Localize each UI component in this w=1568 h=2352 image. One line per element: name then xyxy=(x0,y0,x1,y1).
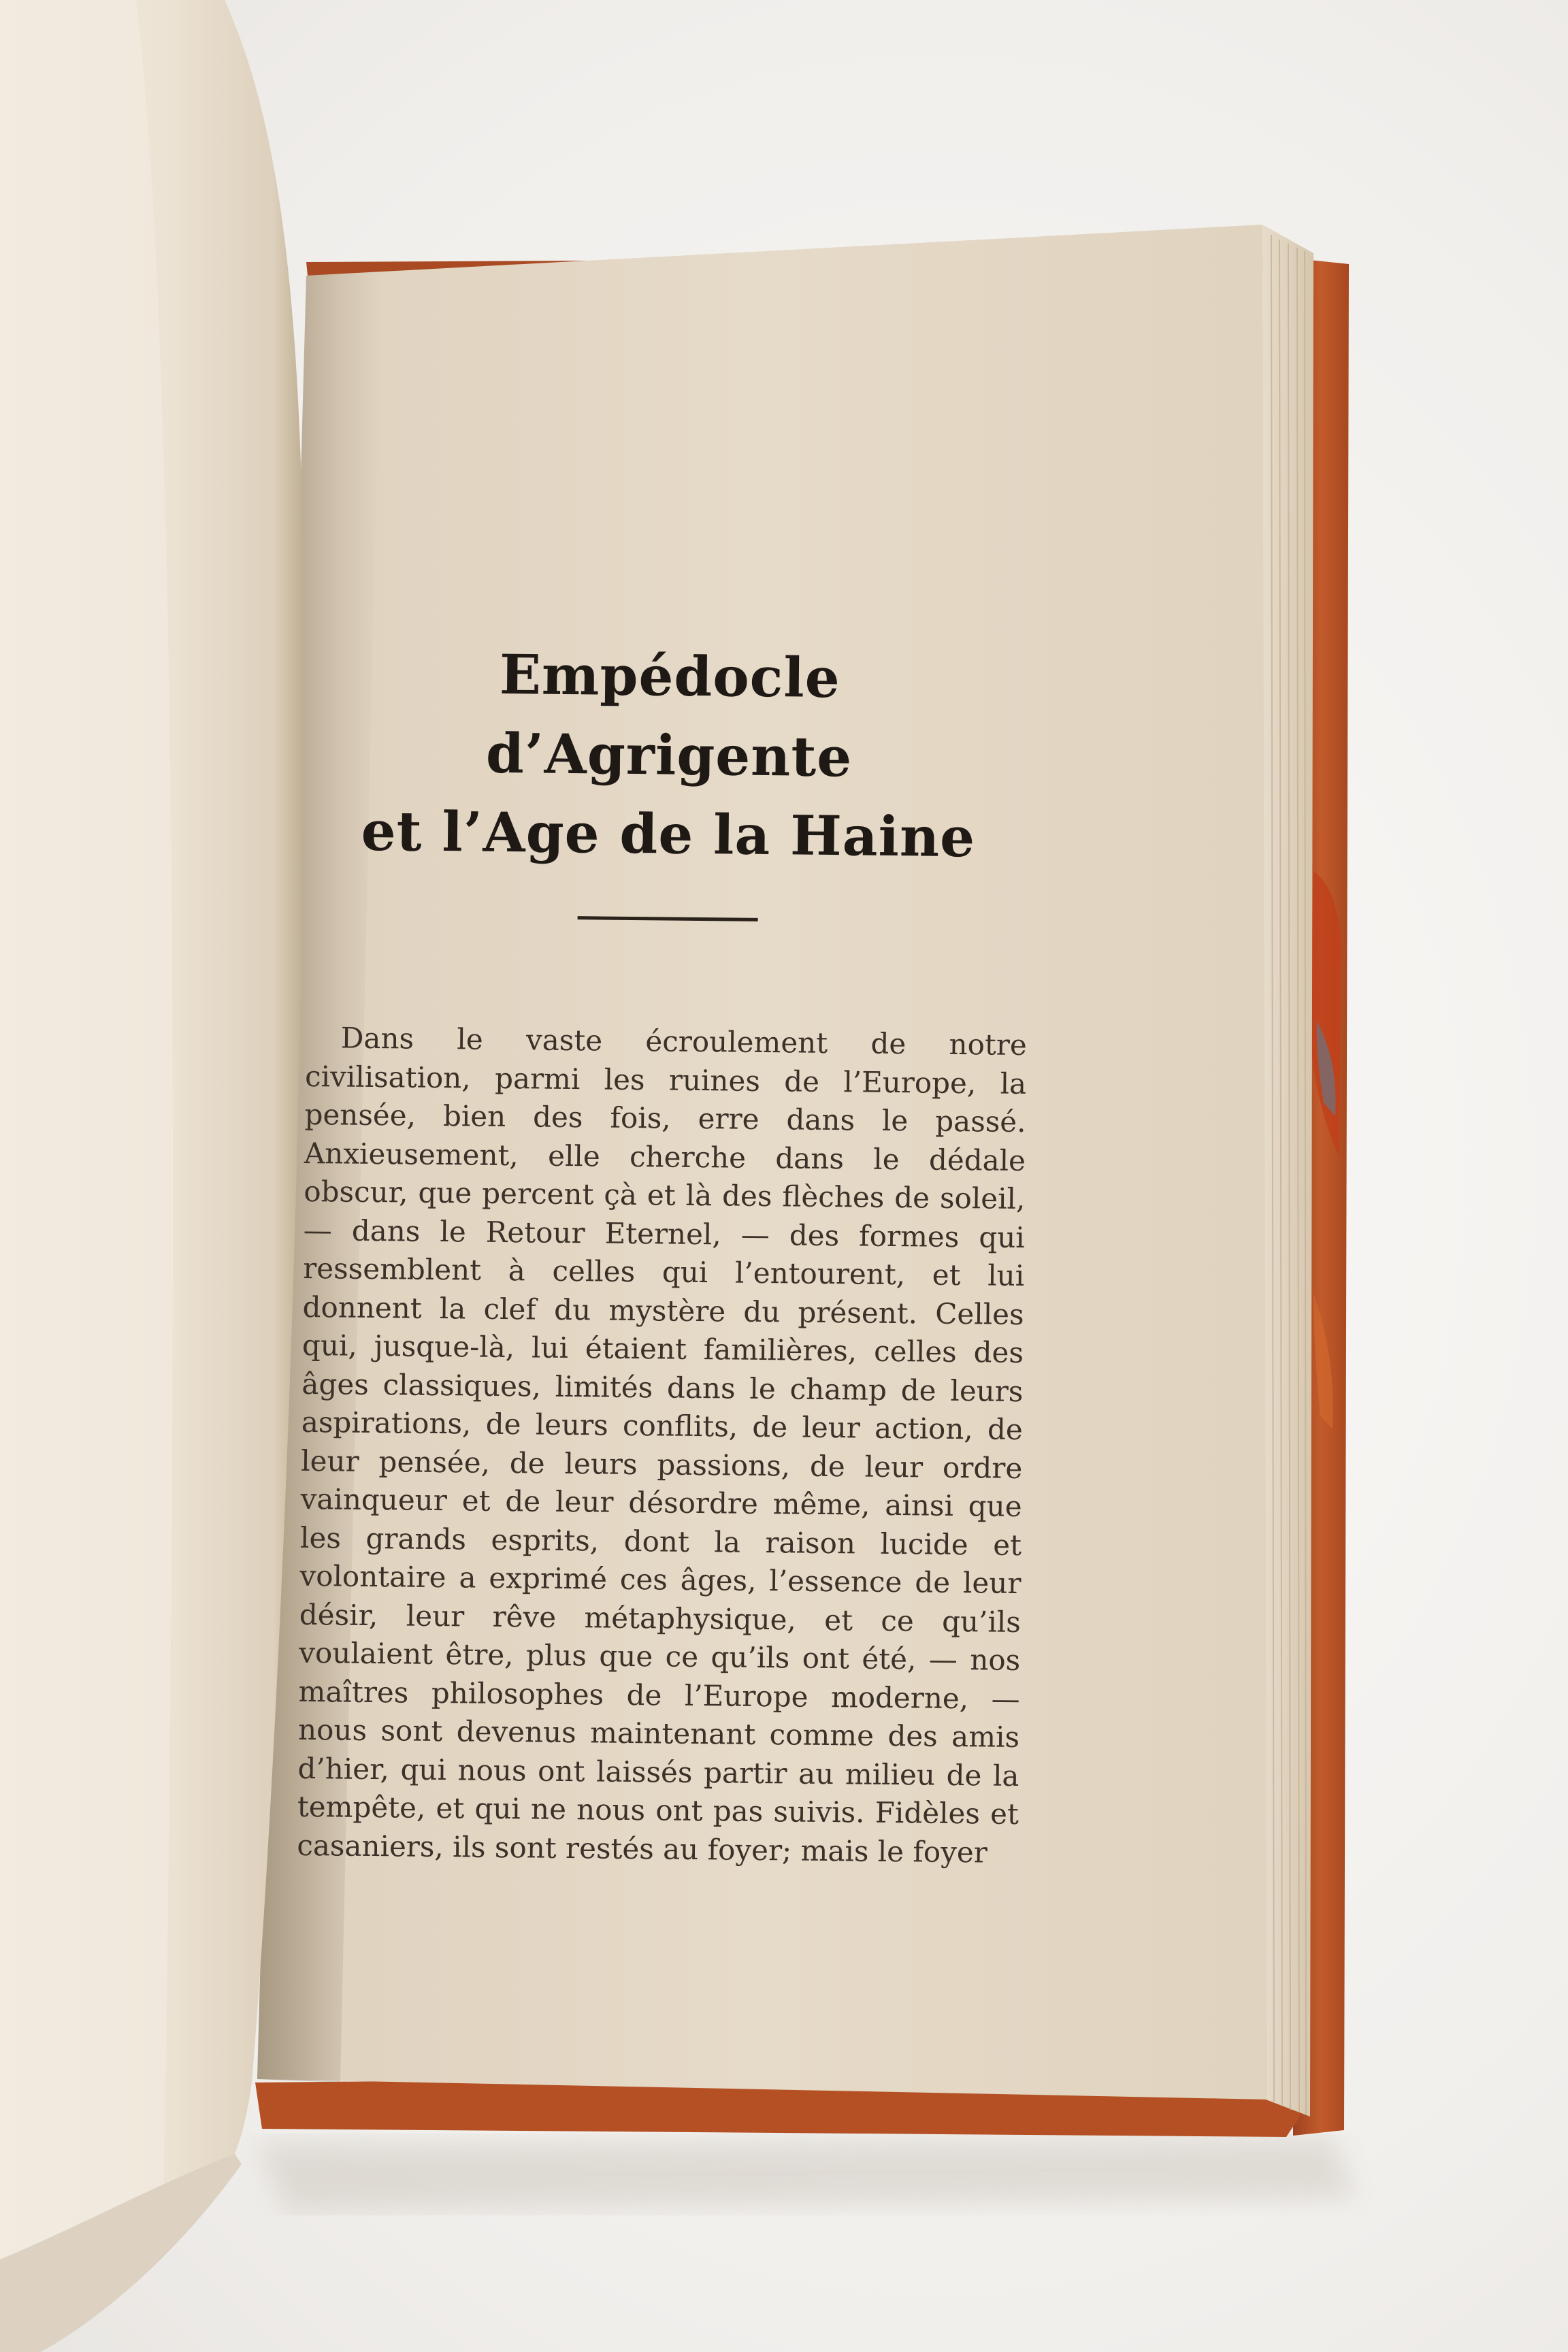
title-divider xyxy=(577,916,757,921)
chapter-title-line-2: et l’Age de la Haine xyxy=(361,798,976,870)
chapter-title-line-1: Empédocle d’Agrigente xyxy=(485,642,853,789)
chapter-body-paragraph: Dans le vaste écroulement de notre civilisation, parmi les ruines de l’Europe, la pensée, bien des fois, erre dans le passé. Anxieusement, elle cherche dans le dédale obscur, que percent çà et là des flèches de soleil, — dans le Retour Eternel, — des formes qui ressemblent à celles qui l’entourent, et lui donnent la clef du mystère du présent. Celles qui, jusque-là, lui étaient familières, celles des âges classiques, limités dans le champ de leurs aspirations, de leurs conflits, de leur action, de leur pensée, de leurs passions, de leur ordre vainqueur et de leur désordre même, ainsi que les grands esprits, dont la raison lucide et volontaire a exprimé ces âges, l’essence de leur désir, leur rêve métaphysique, et ce qu’ils voulaient être, plus que ce qu’ils ont été, — nos maîtres philosophes de l’Europe moderne, — nous sont devenus maintenant comme des amis d’hier, qui nous ont laissés partir au milieu de la tempête, et qui ne nous ont pas suivis. Fidèles et casaniers, ils sont restés au foyer; mais le foyer xyxy=(297,1021,1027,1869)
left-page-highlight xyxy=(0,0,173,2266)
page-text-block xyxy=(297,633,1031,1901)
book-shadow xyxy=(259,2137,1354,2212)
chapter-title xyxy=(307,633,1031,877)
